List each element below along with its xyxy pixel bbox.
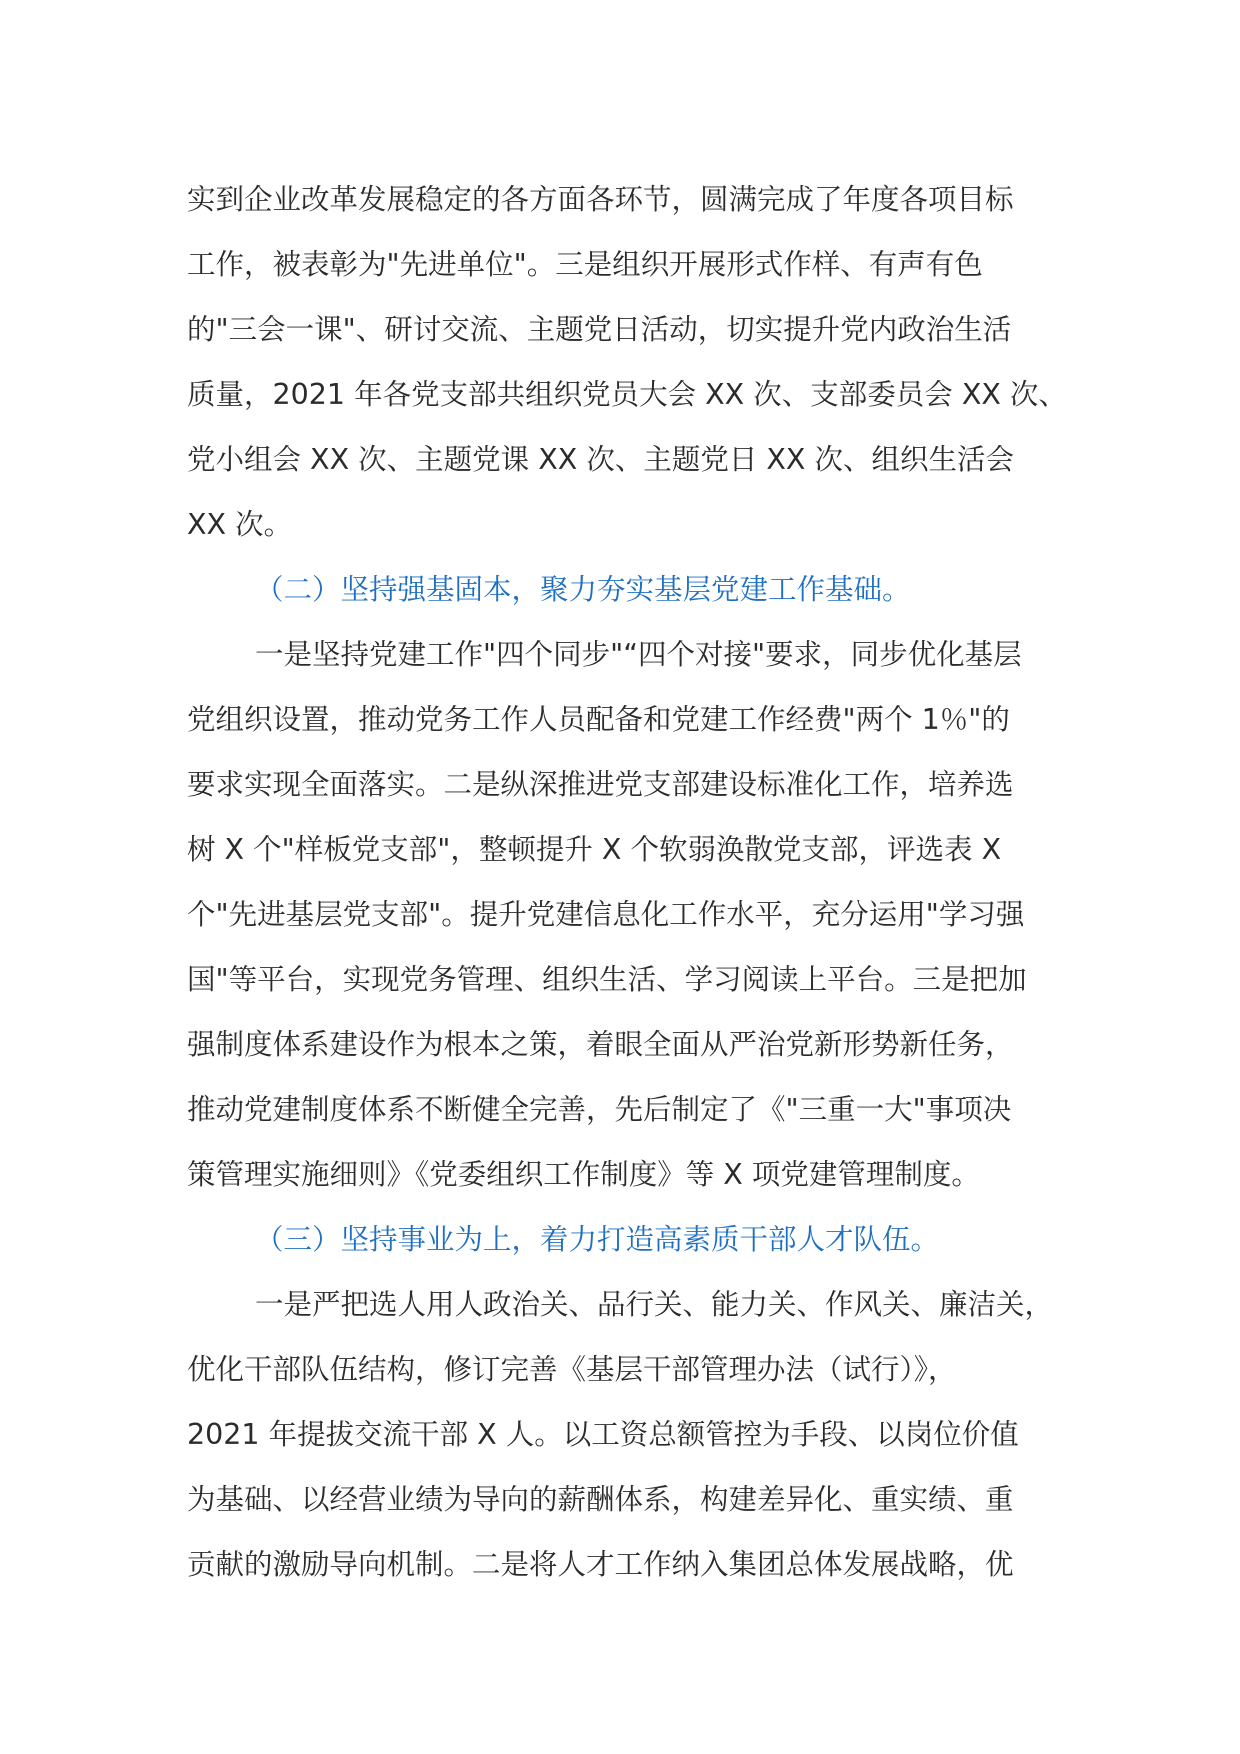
text-line: XX 次。 bbox=[187, 508, 293, 541]
text-line: 的"三会一课"、研讨交流、主题党日活动，切实提升党内政治生活 bbox=[187, 313, 1012, 346]
text-line: 国"等平台，实现党务管理、组织生活、学习阅读上平台。三是把加 bbox=[187, 963, 1027, 996]
text-line: 工作，被表彰为"先进单位"。三是组织开展形式作样、有声有色 bbox=[187, 248, 983, 281]
text-line: 树 X 个"样板党支部"，整顿提升 X 个软弱涣散党支部，评选表 X bbox=[187, 833, 1002, 866]
text-line: 贡献的激励导向机制。二是将人才工作纳入集团总体发展战略，优 bbox=[187, 1548, 1014, 1581]
section-heading: （三）坚持事业为上，着力打造高素质干部人才队伍。 bbox=[255, 1223, 940, 1256]
text-line: 个"先进基层党支部"。提升党建信息化工作水平，充分运用"学习强 bbox=[187, 898, 1025, 931]
text-line: 党组织设置，推动党务工作人员配备和党建工作经费"两个 1％"的 bbox=[187, 703, 1010, 736]
text-line: 强制度体系建设作为根本之策，着眼全面从严治党新形势新任务， bbox=[187, 1028, 1014, 1061]
text-line: 质量，2021 年各党支部共组织党员大会 XX 次、支部委员会 XX 次、 bbox=[187, 378, 1067, 411]
text-line: 要求实现全面落实。二是纵深推进党支部建设标准化工作，培养选 bbox=[187, 768, 1014, 801]
text-line: 为基础、以经营业绩为导向的薪酬体系，构建差异化、重实绩、重 bbox=[187, 1483, 1014, 1516]
text-line: 一是严把选人用人政治关、品行关、能力关、作风关、廉洁关， bbox=[255, 1288, 1054, 1321]
text-line: 推动党建制度体系不断健全完善，先后制定了《"三重一大"事项决 bbox=[187, 1093, 1012, 1126]
text-line: 党小组会 XX 次、主题党课 XX 次、主题党日 XX 次、组织生活会 bbox=[187, 443, 1015, 476]
section-heading: （二）坚持强基固本，聚力夯实基层党建工作基础。 bbox=[255, 573, 911, 606]
text-line: 一是坚持党建工作"四个同步"“四个对接"要求，同步优化基层 bbox=[255, 638, 1022, 671]
text-line: 策管理实施细则》《党委组织工作制度》等 X 项党建管理制度。 bbox=[187, 1158, 980, 1191]
text-line: 实到企业改革发展稳定的各方面各环节，圆满完成了年度各项目标 bbox=[187, 183, 1014, 216]
text-line: 2021 年提拔交流干部 X 人。以工资总额管控为手段、以岗位价值 bbox=[187, 1418, 1019, 1451]
document-body bbox=[187, 167, 1067, 1597]
text-line: 优化干部队伍结构，修订完善《基层干部管理办法（试行）》， bbox=[187, 1353, 957, 1386]
